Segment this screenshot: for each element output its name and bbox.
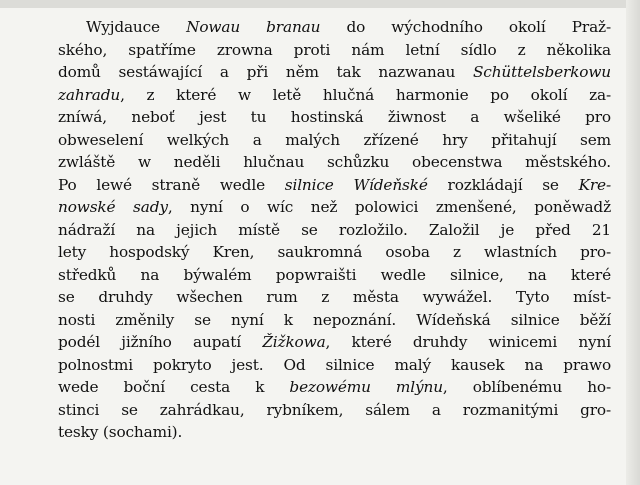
italic-text-segment: Nowau branau: [186, 18, 321, 36]
text-line: [58, 196, 611, 219]
italic-text-segment: silnice Wídeňské: [284, 175, 428, 194]
italic-text-segment: Kre-: [578, 175, 611, 194]
scan-top-edge: [0, 0, 640, 8]
italic-text-segment: Žižkowa: [262, 333, 326, 351]
text-segment: středků na býwalém popwraišti wedle silnice, na které: [58, 265, 611, 284]
text-line: [58, 106, 611, 129]
text-segment: domů sestáwající a při něm tak nazwanau: [58, 63, 473, 81]
text-segment: nádraží na jejich místě se rozložilo. Založil je před 21: [58, 220, 611, 239]
text-segment: zwláště w neděli hlučnau schůzku obecenstwa městského.: [58, 153, 611, 171]
text-line: [58, 399, 611, 422]
text-segment: , oblíbenému ho-: [442, 378, 611, 396]
text-line: [58, 61, 611, 84]
text-segment: stinci se zahrádkau, rybníkem, sálem a rozmanitými gro-: [58, 400, 611, 419]
text-segment: do wýchodního okolí Praž-: [320, 18, 611, 36]
text-segment: , které druhdy winicemi nyní: [325, 333, 611, 351]
italic-text-segment: bezowému mlýnu: [289, 378, 443, 396]
text-segment: se druhdy wšechen rum z města wywážel. Tyto míst-: [58, 288, 611, 306]
text-line: [58, 309, 611, 332]
text-line: [58, 151, 611, 174]
text-line: [58, 16, 611, 39]
text-segment: ského, spatříme zrowna proti nám letní sídlo z několika: [58, 40, 611, 59]
text-segment: lety hospodský Kren, saukromná osoba z wlastních pro-: [58, 243, 611, 261]
italic-text-segment: nowské sady: [58, 198, 168, 216]
text-segment: podél jižního aupatí: [58, 333, 263, 351]
italic-text-segment: zahradu: [58, 85, 121, 104]
text-line: [58, 84, 611, 107]
text-segment: zníwá, neboť jest tu hostinská žiwnost a wšeliké pro: [58, 108, 611, 126]
body-paragraph: [58, 16, 611, 444]
text-line: [58, 331, 611, 354]
text-line: [58, 354, 611, 377]
text-segment: wede boční cesta k: [58, 378, 290, 396]
scan-right-edge: [626, 0, 640, 485]
text-line: [58, 219, 611, 242]
italic-text-segment: Schüttelsberkowu: [472, 63, 611, 81]
text-segment: Wyjdauce: [86, 18, 187, 36]
text-line: [58, 264, 611, 287]
text-line: [58, 39, 611, 62]
text-line: [58, 286, 611, 309]
text-segment: tesky (sochami).: [58, 423, 183, 441]
text-segment: Po lewé straně wedle: [58, 175, 285, 194]
text-line: [58, 129, 611, 152]
text-segment: , nyní o wíc než polowici zmenšené, poněwadž: [167, 198, 611, 216]
text-line: [58, 241, 611, 264]
text-segment: nosti změnily se nyní k nepoznání. Wídeňská silnice běží: [58, 310, 611, 329]
text-line: [58, 421, 611, 444]
text-line: [58, 174, 611, 197]
text-line: [58, 376, 611, 399]
text-segment: polnostmi pokryto jest. Od silnice malý kausek na prawo: [58, 355, 611, 374]
text-segment: rozkládají se: [427, 175, 579, 194]
text-segment: obweselení welkých a malých zřízené hry přitahují sem: [58, 130, 611, 149]
text-segment: , z které w letě hlučná harmonie po okolí za-: [120, 85, 611, 104]
